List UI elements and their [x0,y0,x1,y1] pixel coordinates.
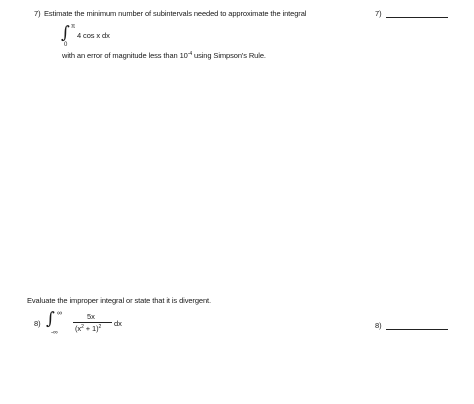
fraction-bar [73,322,112,323]
denominator-outer-exponent: 2 [98,324,102,330]
answer-8-line[interactable] [386,329,448,330]
integral-upper-limit: ∞ [57,310,62,317]
question-7-number: 7) [34,9,41,18]
integral-sign: ∫ [61,23,70,43]
error-condition [62,51,266,60]
error-exponent: -4 [187,51,193,57]
integrand: 4 cos x dx [77,31,110,40]
integral-sign: ∫ [46,309,55,329]
integral-lower-limit: -∞ [51,329,58,336]
fraction-denominator [75,324,101,333]
fraction-numerator: 5x [87,312,95,321]
answer-8-label: 8) [375,321,382,330]
denominator-base: (x [75,324,82,333]
question-8-number: 8) [34,319,41,328]
question-7-prompt: Estimate the minimum number of subintervals needed to approximate the integral [44,9,307,18]
section-instruction: Evaluate the improper integral or state that it is divergent. [27,296,212,305]
differential: dx [114,319,122,328]
integral-upper-limit: π [71,24,76,30]
error-text-after: using Simpson's Rule. [194,51,266,60]
answer-7-line[interactable] [386,17,448,18]
denominator-inner-exponent: 2 [81,324,84,330]
error-text-before: with an error of magnitude less than 10 [62,51,188,60]
answer-7-label: 7) [375,9,382,18]
integral-lower-limit: 0 [64,42,68,48]
denominator-rest: + 1) [83,324,99,333]
